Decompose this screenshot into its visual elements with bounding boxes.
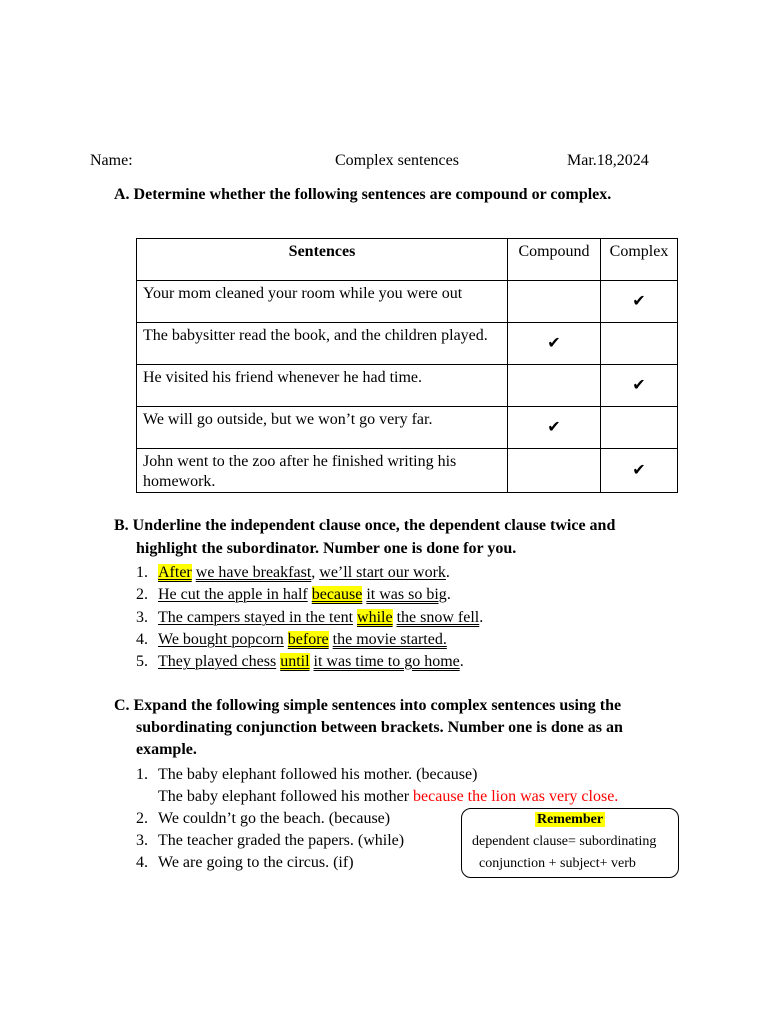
checkmark-icon: ✔ [632,376,646,394]
checkmark-icon: ✔ [632,461,646,479]
independent-clause: we’ll start our work [319,564,446,581]
worksheet-title: Complex sentences [335,152,459,169]
subordinator-highlight: because [311,586,363,603]
section-c-heading-line3: example. [136,741,197,758]
sentence-cell: The babysitter read the book, and the children played. [137,323,508,365]
table-row [137,407,678,449]
sentence-cell: We will go outside, but we won’t go very far. [137,407,508,449]
item-number: 2. [136,810,148,827]
worksheet-date: Mar.18,2024 [567,152,649,169]
subordinator-highlight: After [158,564,192,581]
complex-cell [601,407,678,449]
sentence-cell: Your mom cleaned your room while you were out [137,281,508,323]
remember-title: Remember [536,812,604,827]
table-row [137,281,678,323]
item-text: The teacher graded the papers. (while) [158,832,405,849]
subordinator-highlight: until [280,653,310,670]
item-number: 3. [136,832,148,849]
subordinator-highlight: while [357,609,393,626]
item-text [158,562,450,584]
section-c-heading-line1: C. Expand the following simple sentences into complex sentences using the [114,697,622,714]
section-c-heading-line2: subordinating conjunction between brackets. Number one is done as an [136,719,623,736]
dependent-clause: it was time to go home [313,653,460,670]
dependent-clause: the movie started. [332,631,447,648]
item-text: The baby elephant followed his mother. (because) [158,766,478,783]
dependent-clause: the snow fell [396,609,480,626]
table-header-row [137,239,678,281]
section-b-heading-line1: B. Underline the independent clause once, the dependent clause twice and [114,517,616,534]
remember-box [461,808,679,878]
independent-clause: They played chess [158,653,277,670]
item-number: 4. [136,631,148,648]
section-a-heading: A. Determine whether the following sentences are compound or complex. [114,186,612,203]
example-answer-line [158,786,618,808]
complex-cell [601,365,678,407]
compound-cell [508,323,601,365]
compound-cell [508,281,601,323]
complex-cell [601,281,678,323]
item-number: 2. [136,586,148,603]
checkmark-icon: ✔ [547,418,561,436]
table-row [137,449,678,493]
text-run: . [446,586,451,603]
compound-cell [508,365,601,407]
compound-complex-table [136,238,678,493]
table-row [137,365,678,407]
item-text [158,629,447,651]
compound-cell [508,449,601,493]
independent-clause: He cut the apple in half [158,586,308,603]
example-prefix: The baby elephant followed his mother [158,788,414,805]
independent-clause: We bought popcorn [158,631,284,648]
item-text [158,584,451,606]
text-run: . [459,653,464,670]
compound-cell [508,407,601,449]
text-run: . [445,564,450,581]
dependent-clause: we have breakfast [195,564,312,581]
sentences-column-header: Sentences [137,239,508,281]
item-text [158,607,483,629]
complex-cell [601,323,678,365]
checkmark-icon: ✔ [632,292,646,310]
item-text: We couldn’t go the beach. (because) [158,810,391,827]
remember-line2: conjunction + subject+ verb [479,856,636,871]
text-run: , [311,564,320,581]
dependent-clause: it was so big [366,586,447,603]
compound-column-header: Compound [508,239,601,281]
example-answer: because the lion was very close. [413,788,619,805]
section-b-heading-line2: highlight the subordinator. Number one is done for you. [136,540,517,557]
text-run: . [479,609,484,626]
item-text [158,651,464,673]
name-label: Name: [90,152,133,169]
complex-cell [601,449,678,493]
remember-line1: dependent clause= subordinating [472,834,657,849]
item-text: We are going to the circus. (if) [158,854,354,871]
item-number: 1. [136,766,148,783]
table-row [137,323,678,365]
item-number: 5. [136,653,148,670]
item-number: 1. [136,564,148,581]
independent-clause: The campers stayed in the tent [158,609,354,626]
subordinator-highlight: before [287,631,329,648]
sentence-cell: John went to the zoo after he finished writing his homework. [137,449,508,493]
complex-column-header: Complex [601,239,678,281]
sentence-cell: He visited his friend whenever he had time. [137,365,508,407]
item-number: 3. [136,609,148,626]
checkmark-icon: ✔ [547,334,561,352]
item-number: 4. [136,854,148,871]
